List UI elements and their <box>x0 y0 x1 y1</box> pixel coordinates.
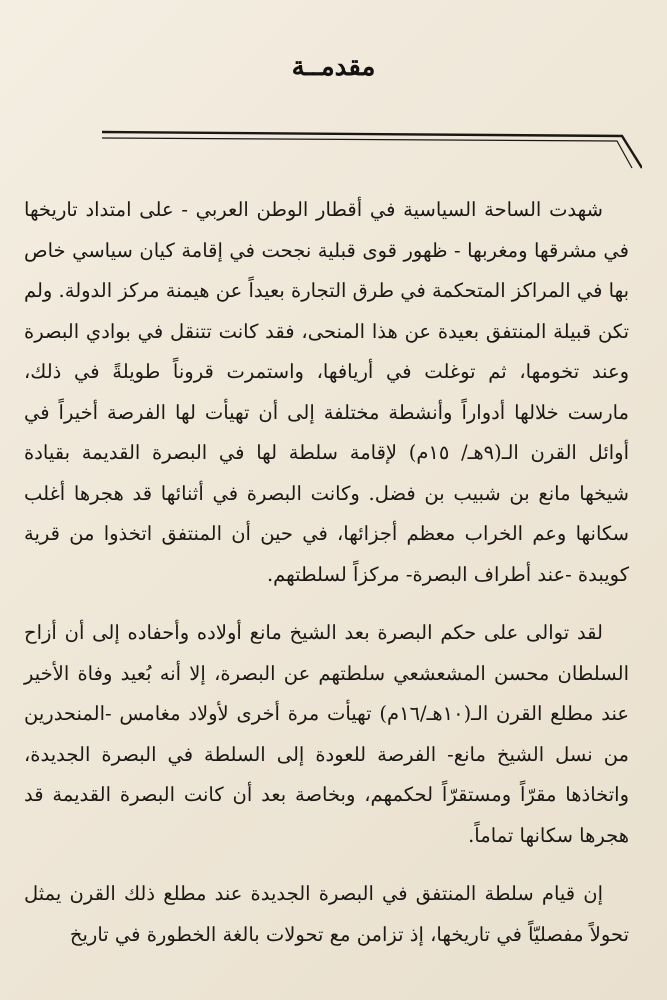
paragraph-1: شهدت الساحة السياسية في أقطار الوطن العربي - على امتداد تاريخها في مشرقها ومغربها - ظهور قوى قبلية نجحت في إقامة كيان سياسي خاص بها في المراكز المتحكمة في طرق التجارة بعيداً عن هيمنة مركز الدولة. ولم تكن قبيلة المنتفق بعيدة عن هذا المنحى، فقد كانت تتنقل في بوادي البصرة وعند تخومها، ثم توغلت في أريافها، واستمرت قروناً طويلةً في ذلك، مارست خلالها أدواراً وأنشطة مختلفة إلى أن تهيأت لها الفرصة أخيراً في أوائل القرن الـ(٩هـ/ ١٥م) لإقامة سلطة لها في البصرة القديمة بقيادة شيخها مانع بن شبيب بن فضل. وكانت البصرة في أثنائها قد هجرها أغلب سكانها وعم الخراب معظم أجزائها، في حين أن المنتفق اتخذوا من قرية كويبدة -عند أطراف البصرة- مركزاً لسلطتهم. <box>24 198 629 586</box>
body-text <box>24 190 629 955</box>
heading-divider <box>102 128 642 172</box>
paragraph-2: لقد توالى على حكم البصرة بعد الشيخ مانع أولاده وأحفاده إلى أن أزاح السلطان محسن المشعشعي سلطتهم عن البصرة، إلا أنه بُعيد وفاة الأخير عند مطلع القرن الـ(١٠هـ/١٦م) تهيأت مرة أخرى لأولاد مغامس -المنحدرين من نسل الشيخ مانع- الفرصة للعودة إلى السلطة في البصرة الجديدة، واتخاذها مقرّاً ومستقرّاً لحكمهم، وبخاصة بعد أن كانت البصرة القديمة قد هجرها سكانها تماماً. <box>24 621 630 847</box>
chapter-title: مقدمــة <box>291 52 376 82</box>
paragraph-3: إن قيام سلطة المنتفق في البصرة الجديدة عند مطلع ذلك القرن يمثل تحولاً مفصليّاً في تاريخها، إذ تزامن مع تحولات بالغة الخطورة في تاريخ <box>24 882 629 946</box>
